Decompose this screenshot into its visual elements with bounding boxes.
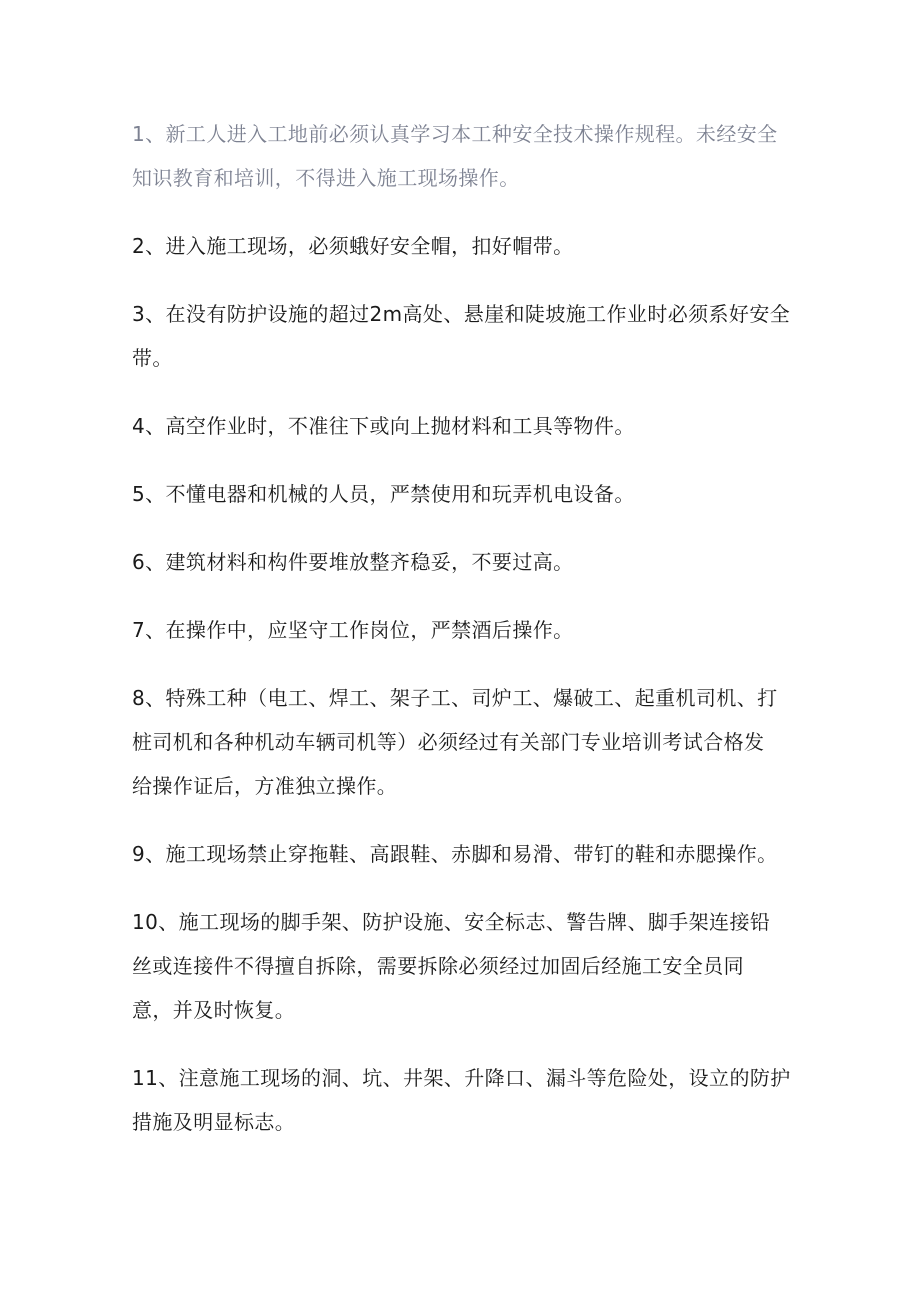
rule-1: [132, 112, 780, 200]
rule-line: 5、不懂电器和机械的人员，严禁使用和玩弄机电设备。: [132, 482, 635, 506]
rule-line: 7、在操作中，应坚守工作岗位，严禁酒后操作。: [132, 618, 574, 642]
rule-4: [132, 404, 780, 448]
rule-line: 丝或连接件不得擅自拆除，需要拆除必须经过加固后经施工安全员同: [132, 954, 744, 978]
rule-2: [132, 224, 780, 268]
rule-9: [132, 832, 780, 876]
rule-line: 11、注意施工现场的洞、坑、井架、升降口、漏斗等危险处，设立的防护: [132, 1066, 791, 1090]
rule-11: [132, 1056, 791, 1144]
rule-line: 给操作证后，方准独立操作。: [132, 774, 398, 798]
rule-7: [132, 608, 780, 652]
rule-3: [132, 292, 791, 380]
rule-10: [132, 900, 780, 1032]
rule-line: 知识教育和培训，不得进入施工现场操作。: [132, 166, 520, 190]
rule-line: 10、施工现场的脚手架、防护设施、安全标志、警告牌、脚手架连接铅: [132, 910, 771, 934]
rule-line: 3、在没有防护设施的超过2m高处、悬崖和陡坡施工作业时必须系好安全: [132, 302, 791, 326]
rule-5: [132, 472, 780, 516]
rule-line: 1、新工人进入工地前必须认真学习本工种安全技术操作规程。未经安全: [132, 122, 778, 146]
rule-line: 意，并及时恢复。: [132, 998, 296, 1022]
rule-line: 6、建筑材料和构件要堆放整齐稳妥，不要过高。: [132, 550, 574, 574]
rule-line: 措施及明显标志。: [132, 1110, 296, 1134]
rule-6: [132, 540, 780, 584]
rule-line: 2、进入施工现场，必须蛾好安全帽，扣好帽带。: [132, 234, 574, 258]
rule-line: 4、高空作业时，不准往下或向上抛材料和工具等物件。: [132, 414, 635, 438]
rule-line: 带。: [132, 346, 173, 370]
rule-line: 8、特殊工种（电工、焊工、架子工、司炉工、爆破工、起重机司机、打: [132, 686, 778, 710]
rule-8: [132, 676, 780, 808]
rule-line: 桩司机和各种机动车辆司机等）必须经过有关部门专业培训考试合格发: [132, 730, 765, 754]
rule-line: 9、施工现场禁止穿拖鞋、高跟鞋、赤脚和易滑、带钉的鞋和赤腮操作。: [132, 842, 778, 866]
